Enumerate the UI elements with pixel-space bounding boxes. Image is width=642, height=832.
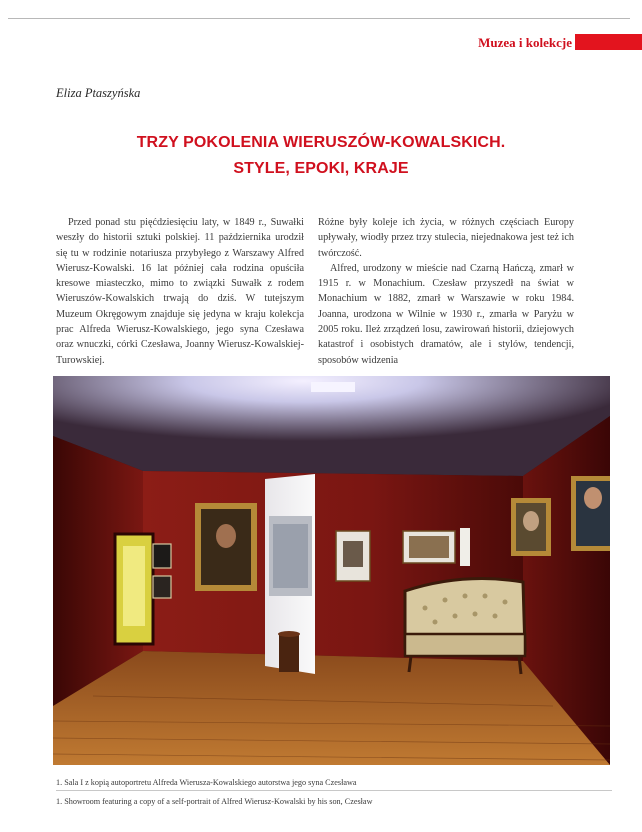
article-title-line-1: TRZY POKOLENIA WIERUSZÓW-KOWALSKICH. [136,134,506,151]
figure-caption-polish: 1. Sala I z kopią autoportretu Alfreda Wierusza-Kowalskiego autorstwa jego syna Czesława [56,778,357,787]
section-label: Muzea i kolekcje [478,35,572,50]
text-column-left [56,215,304,365]
section-accent-bar [575,34,642,50]
figure-caption-english: 1. Showroom featuring a copy of a self-portrait of Alfred Wierusz-Kowalski by his son, Czesław [56,797,373,806]
article-title-line-2: STYLE, EPOKI, KRAJE [233,160,409,177]
header-rule [8,18,630,19]
paragraph: Alfred, urodzony w mieście nad Czarną Hańczą, zmarł w 1915 r. w Monachium. Czesław przyszedł na świat w Monachium w 1882, zmarł w Warszawie w roku 1984. Joanna, urodzona w Wilnie w 1930 r., zmarła w Paryżu w 2005 roku. Ileż zrządzeń losu, zawirowań historii, dziejowych katastrof i osobistych dramatów, ale i stylów, tendencji, sposobów widzenia [318,262,574,365]
paragraph: Przed ponad stu pięćdziesięciu laty, w 1849 r., Suwałki weszły do historii sztuki polskiej. 11 października urodził się tu w rodzinie notariusza przybyłego z Warszawy Alfred Wierusz-Kowalski. 16 lat później cała rodzina opuściła kresowe miasteczko, mimo to związki Suwałk z rodem Wieruszów-Kowalskich trwają do dziś. W tutejszym Muzeum Okręgowym znajduje się jedyna w kraju kolekcja prac Alfreda Wierusz-Kowalskiego, jego syna Czesława oraz wnuczki, córki Czesława, Joanny Wierusz-Kowalskiej-Turowskiej. [56,217,304,365]
article-author: Eliza Ptaszyńska [56,86,141,100]
gallery-photo [53,376,610,765]
caption-divider [56,790,612,791]
paragraph: Różne były koleje ich życia, w różnych częściach Europy upływały, wiodły przez trzy stulecia, niejednakowa jest też ich twórczość. [318,217,574,259]
text-column-right [318,215,574,365]
